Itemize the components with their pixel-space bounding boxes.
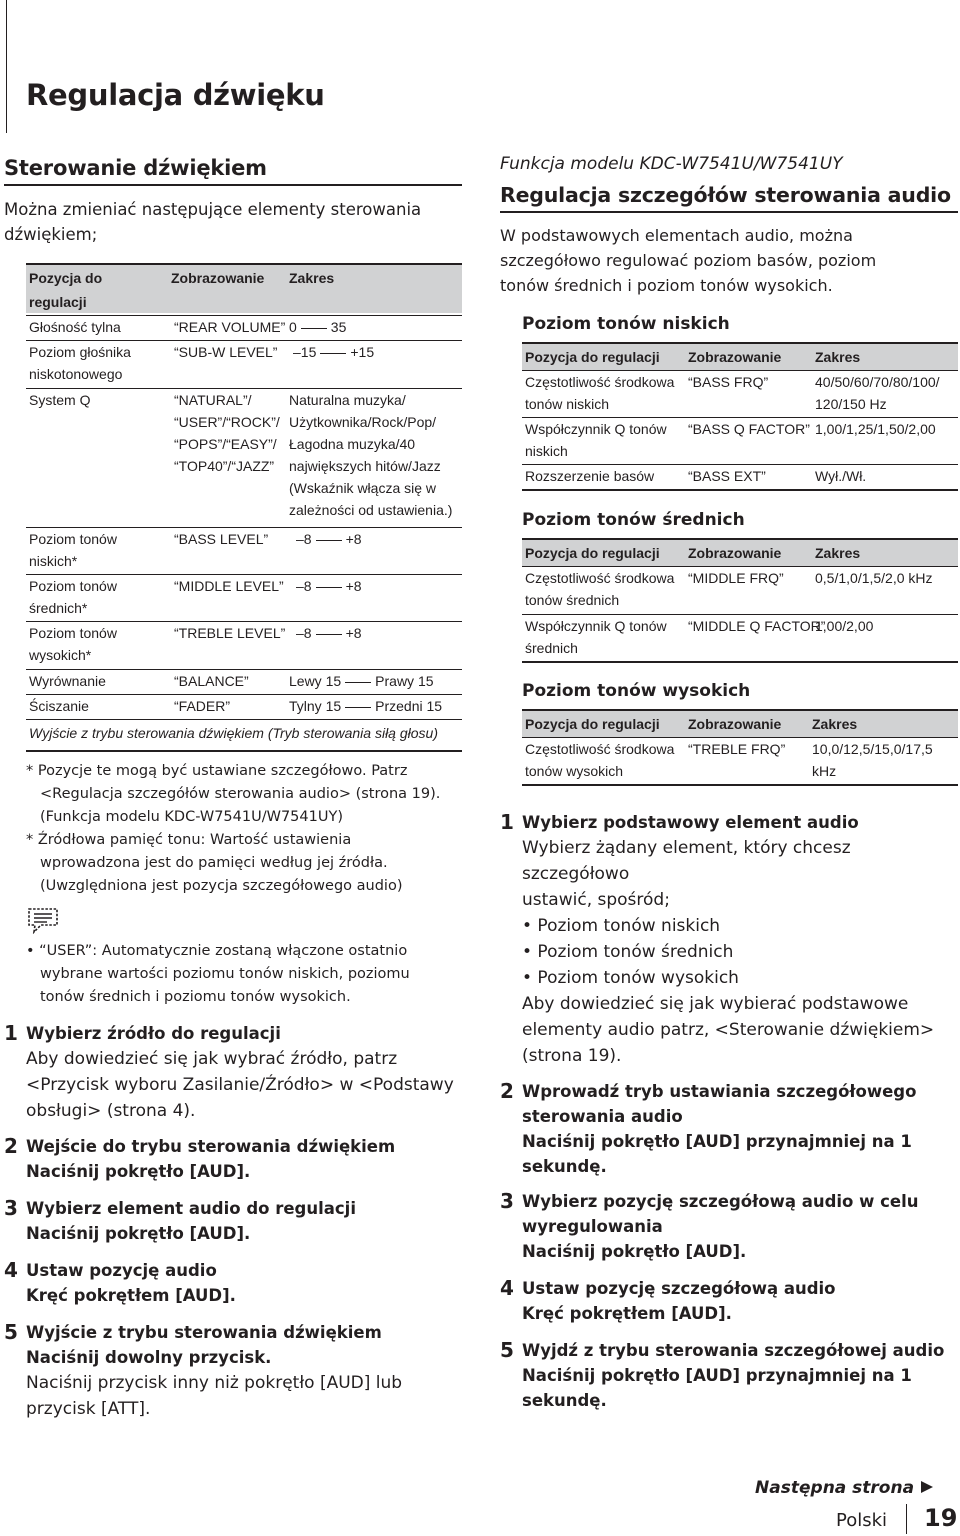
arrow-right-icon [920,1480,934,1494]
table-row: Rozszerzenie basów “BASS EXT” Wył./Wł. [522,464,958,491]
table-footer-row: Wyjście z trybu sterowania dźwiękiem (Tryb sterowania siłą głosu) [26,719,462,752]
table-row: Poziom tonów średnich* “MIDDLE LEVEL” –8 +8 [26,574,462,621]
bass-subheading: Poziom tonów niskich [522,314,730,334]
table-row: Poziom tonów wysokich* “TREBLE LEVEL” –8 +8 [26,621,462,668]
table-row: Wyrównanie “BALANCE” Lewy 15 Prawy 15 [26,669,462,694]
heading-underline [500,211,958,213]
next-page-link[interactable]: Następna strona [755,1478,934,1498]
table-row: Poziom głośnika niskotonowego “SUB-W LEVEL” –15 +15 [26,340,462,387]
treble-subheading: Poziom tonów wysokich [522,681,751,701]
language-label: Polski [836,1510,888,1531]
table-row: Współczynnik Q tonów średnich “MIDDLE Q FACTOR” 1,00/2,00 [522,614,958,663]
left-intro: Można zmieniać następujące elementy sterowania dźwiękiem; [4,200,422,244]
table-header: Pozycja do regulacji Zobrazowanie Zakres [26,263,462,313]
tip-text: • “USER”: Automatycznie zostaną włączone ostatnio wybrane wartości poziomu tonów niskich, poziomu tonów średnich i poziomu tonów wysokich. [26,943,410,1005]
table-row: Współczynnik Q tonów niskich “BASS Q FACTOR” 1,00/1,25/1,50/2,00 [522,417,958,464]
step-item: 5 Wyjście z trybu sterowania dźwiękiem Naciśnij dowolny przycisk. Naciśnij przycisk inny niż pokrętło [AUD] lub przycisk [ATT]. [4,1320,403,1419]
left-steps [4,1021,460,1422]
step-item: 2 Wejście do trybu sterowania dźwiękiem Naciśnij pokrętło [AUD]. [4,1134,396,1181]
table-row: Częstotliwość środkowa tonów niskich “BASS FRQ” 40/50/60/70/80/100/ 120/150 Hz [522,370,958,417]
footnotes: * Pozycje te mogą być ustawiane szczegółowo. Patrz <Regulacja szczegółów sterowania audio> (strona 19). (Funkcja modelu KDC-W7541U/W7541UY) * Źródłowa pamięć tonu: Wartość ustawienia wprowadzona jest do pamięci według jej źródła. (Uwzględniona jest pozycja szczegółowego audio) [26,763,441,894]
margin-rule [6,0,7,133]
sound-control-table [26,263,462,751]
heading-underline [4,184,462,186]
table-header: Pozycja do regulacji Zobrazowanie Zakres [522,342,958,370]
step-item: 3 Wybierz element audio do regulacji Naciśnij pokrętło [AUD]. [4,1196,356,1243]
step-item: 4 Ustaw pozycję audio Kręć pokrętłem [AUD]. [4,1258,236,1305]
bass-table [522,342,958,492]
step-item: 2 Wprowadź tryb ustawiania szczegółowego sterowania audio Naciśnij pokrętło [AUD] przynajmniej na 1 sekundę. [500,1079,917,1176]
table-header: Pozycja do regulacji Zobrazowanie Zakres [522,709,958,737]
mid-subheading: Poziom tonów średnich [522,510,745,530]
treble-table [522,709,958,785]
page-number: 19 [924,1504,958,1532]
model-note: Funkcja modelu KDC-W7541U/W7541UY [500,154,843,174]
step-item: 4 Ustaw pozycję szczegółową audio Kręć pokrętłem [AUD]. [500,1276,836,1323]
mid-table [522,538,958,662]
table-row: Częstotliwość środkowa tonów średnich “MIDDLE FRQ” 0,5/1,0/1,5/2,0 kHz [522,566,958,613]
step-item: 3 Wybierz pozycję szczegółową audio w celu wyregulowania Naciśnij pokrętło [AUD]. [500,1189,919,1261]
table-row: Głośność tylna “REAR VOLUME” 0 35 [26,315,462,340]
section-heading-detail-audio: Regulacja szczegółów sterowania audio [500,183,951,207]
footer-divider [906,1504,907,1534]
table-header: Pozycja do regulacji Zobrazowanie Zakres [522,538,958,566]
step-item: 1 Wybierz źródło do regulacji Aby dowiedzieć się jak wybrać źródło, patrz <Przycisk wyboru Zasilanie/Źródło> w <Podstawy obsługi> (strona 4). [4,1021,454,1121]
table-row: Poziom tonów niskich* “BASS LEVEL” –8 +8 [26,527,462,574]
section-heading-sound-control: Sterowanie dźwiękiem [4,156,267,180]
table-row: Ściszanie “FADER” Tylny 15 Przedni 15 [26,694,462,719]
note-icon [25,906,61,934]
step-item: 5 Wyjdź z trybu sterowania szczegółowej audio Naciśnij pokrętło [AUD] przynajmniej na 1 sekundę. [500,1338,945,1410]
right-steps [500,810,958,1413]
page-title: Regulacja dźwięku [26,78,325,112]
table-row: Częstotliwość środkowa tonów wysokich “TREBLE FRQ” 10,0/12,5/15,0/17,5 kHz [522,737,958,786]
step-item: 1 Wybierz podstawowy element audio Wybierz żądany element, który chcesz szczegółowo ustawić, spośród; • Poziom tonów niskich • Poziom tonów średnich • Poziom tonów wysokich Aby dowiedzieć się jak wybierać podstawowe elementy audio patrz, <Sterowanie dźwiękiem> (strona 19). [500,810,935,1066]
table-row: System Q “NATURAL”/ “USER”/“ROCK”/ “POPS”/“EASY”/ “TOP40”/“JAZZ” Naturalna muzyka/ Użytkownika/Rock/Pop/ Łagodna muzyka/40 największych hitów/Jazz (Wskaźnik włącza się w zależności od ustawienia.) [26,388,462,529]
right-intro: W podstawowych elementach audio, można szczegółowo regulować poziom basów, poziom tonów średnich i poziom tonów wysokich. [500,226,877,295]
